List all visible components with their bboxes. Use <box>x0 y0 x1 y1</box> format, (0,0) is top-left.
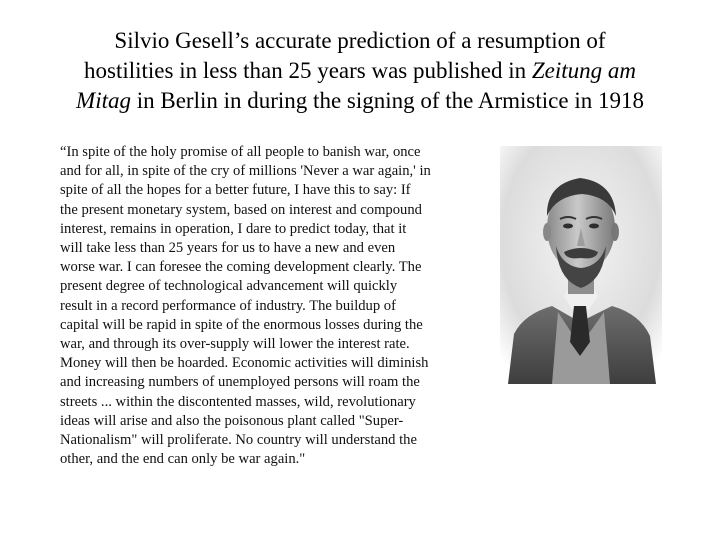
title-line-3-text: in Berlin in during the signing of the Armistice in 1918 <box>130 88 644 113</box>
quote-line: streets ... within the discontented masses, wild, revolutionary <box>60 393 416 410</box>
title-line-1: Silvio Gesell’s accurate prediction of a resumption of <box>114 28 606 53</box>
quote-line: “In spite of the holy promise of all people to banish war, once <box>60 144 421 160</box>
quote-line: ideas will arise and also the poisonous plant called "Super- <box>60 412 404 429</box>
title-line-2-text: hostilities in less than 25 years was published in <box>84 58 532 83</box>
quote-line: spite of all the hopes for a better future, I have this to say: If <box>60 182 411 199</box>
slide-title <box>20 26 700 116</box>
title-line-2 <box>84 58 636 83</box>
quote-line: other, and the end can only be war again." <box>60 451 306 468</box>
title-newspaper-name-part2: Mitag <box>76 88 131 113</box>
title-newspaper-name-part1: Zeitung am <box>531 58 636 83</box>
quote-line: Nationalism" will proliferate. No country will understand the <box>60 432 417 449</box>
quote-line: and increasing numbers of unemployed persons will roam the <box>60 374 420 391</box>
portrait-photo-icon <box>500 146 662 384</box>
quote-line: Money will then be hoarded. Economic activities will diminish <box>60 355 429 372</box>
quote-line: war, and through its over-supply will lower the interest rate. <box>60 336 410 353</box>
quote-line: worse war. I can foresee the coming development clearly. The <box>60 259 422 276</box>
quote-line: the present monetary system, based on interest and compound <box>60 201 422 218</box>
quote-line: and for all, in spite of the cry of millions 'Never a war again,' in <box>60 163 431 180</box>
quote-line: will take less than 25 years for us to have a new and even <box>60 240 396 257</box>
title-line-3 <box>76 88 644 113</box>
portrait-photo <box>500 146 662 384</box>
quote-line: present degree of technological advancement will quickly <box>60 278 398 295</box>
quote-line: capital will be rapid in spite of the enormous losses during the <box>60 316 423 333</box>
quote-line: result in a record performance of industry. The buildup of <box>60 297 396 314</box>
quote-block <box>60 143 470 469</box>
quote-line: interest, remains in operation, I dare to predict today, that it <box>60 220 407 237</box>
